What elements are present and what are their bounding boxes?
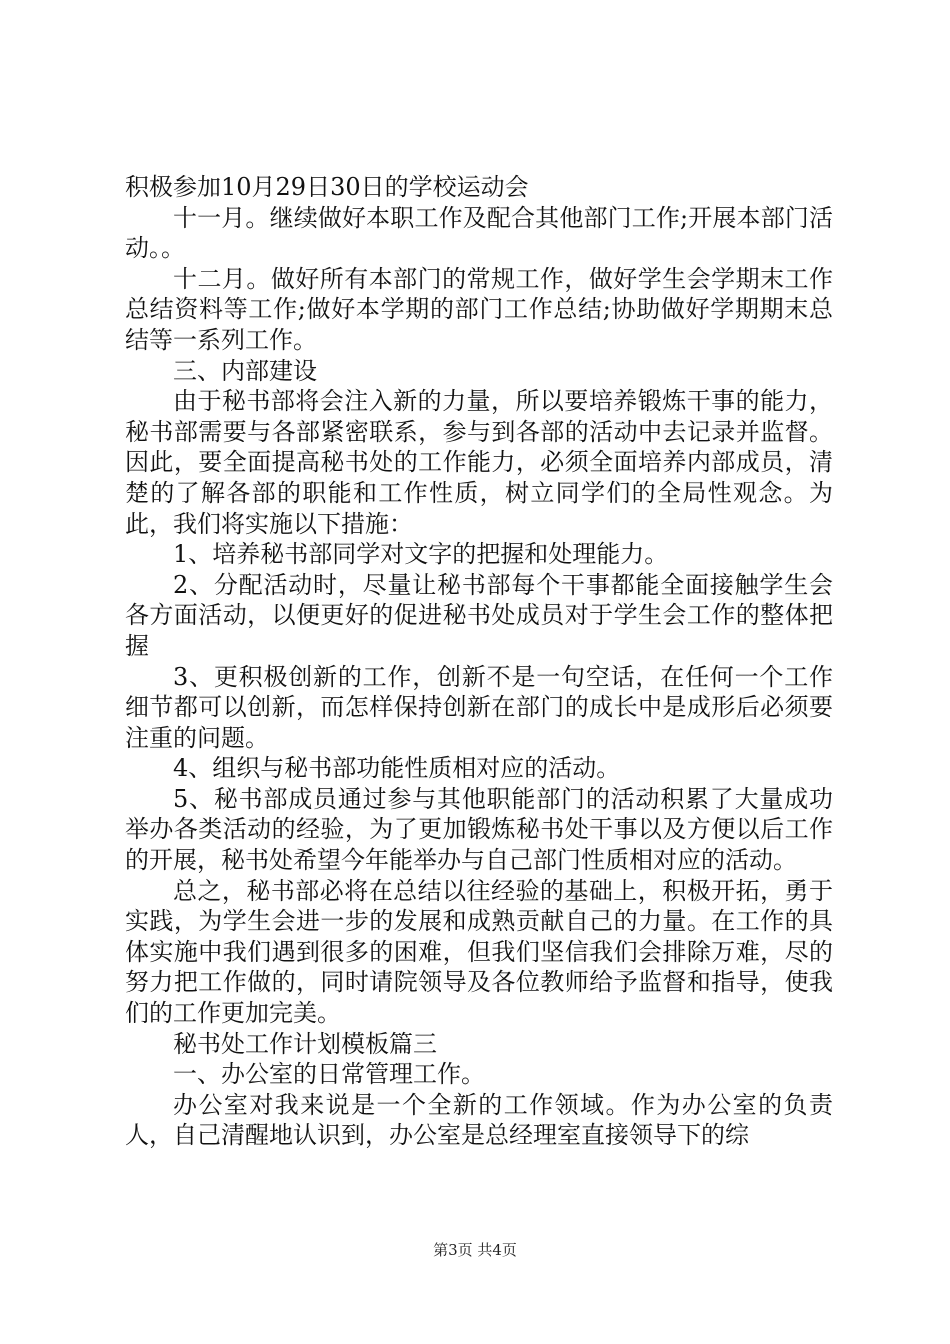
section-heading-template-three: 秘书处工作计划模板篇三: [173, 1029, 437, 1058]
list-item-5: 5、秘书部成员通过参与其他职能部门的活动积累了大量成功举办各类活动的经验，为了更加锻炼秘书处干事以及方便以后工作的开展，秘书处希望今年能举办与自己部门性质相对应的活动。: [125, 784, 833, 875]
paragraph-sports-meet: 积极参加10月29日30日的学校运动会: [125, 173, 529, 201]
list-item-1: 1、培养秘书部同学对文字的把握和处理能力。: [173, 540, 669, 569]
paragraph-internal-building: 由于秘书部将会注入新的力量，所以要培养锻炼干事的能力，秘书部需要与各部紧密联系，参与到各部的活动中去记录并监督。因此，要全面提高秘书处的工作能力，必须全面培养内部成员，清楚的了解各部的职能和工作性质，树立同学们的全局性观念。为此，我们将实施以下措施：: [125, 387, 833, 538]
paragraph-office-intro: 办公室对我来说是一个全新的工作领域。作为办公室的负责人，自己清醒地认识到，办公室是总经理室直接领导下的综: [125, 1090, 833, 1150]
section-heading-internal-building: 三、内部建设: [173, 356, 317, 385]
paragraph-november: 十一月。继续做好本职工作及配合其他部门工作;开展本部门活动。。: [125, 203, 833, 263]
page-number-footer: 第3页 共4页: [433, 1241, 517, 1259]
paragraph-december: 十二月。做好所有本部门的常规工作，做好学生会学期末工作总结资料等工作;做好本学期的部门工作总结;协助做好学期期末总结等一系列工作。: [125, 264, 833, 354]
list-item-4: 4、组织与秘书部功能性质相对应的活动。: [173, 754, 621, 783]
section-heading-office-management: 一、办公室的日常管理工作。: [173, 1060, 485, 1089]
document-body: [125, 172, 833, 1151]
paragraph-conclusion: 总之，秘书部必将在总结以往经验的基础上，积极开拓，勇于实践，为学生会进一步的发展和成熟贡献自己的力量。在工作的具体实施中我们遇到很多的困难，但我们坚信我们会排除万难，尽的努力把工作做的，同时请院领导及各位教师给予监督和指导，使我们的工作更加完美。: [125, 876, 833, 1028]
list-item-3: 3、更积极创新的工作，创新不是一句空话，在任何一个工作细节都可以创新，而怎样保持创新在部门的成长中是成形后必须要注重的问题。: [125, 662, 833, 752]
list-item-2: 2、分配活动时，尽量让秘书部每个干事都能全面接触学生会各方面活动，以便更好的促进秘书处成员对于学生会工作的整体把握: [125, 570, 833, 660]
